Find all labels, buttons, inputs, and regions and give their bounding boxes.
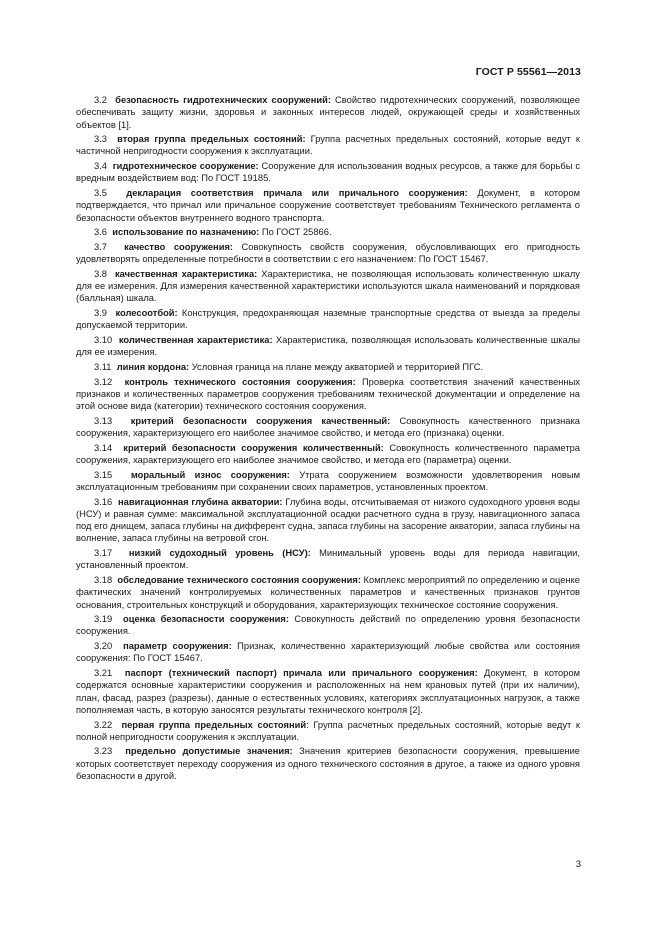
definition-entry bbox=[76, 667, 580, 716]
definition-text: Сооружение для использования водных ресурсов, а также для борьбы с вредным воздействием вод: По ГОСТ 19185. bbox=[76, 161, 581, 184]
definition-number: 3.9 bbox=[94, 308, 107, 319]
definition-text: Совокупность действий по определению уровня безопасности сооружения. bbox=[76, 614, 581, 637]
definition-text: Значения критериев безопасности сооружения, превышение которых соответствует переходу сооружения из одного технического состояния в другое, а также из одного уровня безопасности в другой. bbox=[76, 746, 580, 781]
definition-number: 3.8 bbox=[94, 268, 107, 279]
definition-text: Свойство гидротехнических сооружений, позволяющее обеспечивать защиту жизни, здоровья и законных интересов людей, окружающей среды и хозяйственных объектов [1]. bbox=[76, 95, 580, 130]
definition-entry bbox=[76, 496, 580, 545]
definition-text: Проверка соответствия значений качественных признаков и количественных параметров сооружения требованиям технической документации и определение на этой основе вида (категории) технического состояния сооружения. bbox=[76, 376, 580, 412]
definition-number: 3.2 bbox=[94, 95, 107, 105]
definition-number: 3.6 bbox=[94, 227, 107, 238]
definition-entry bbox=[76, 268, 580, 305]
definition-number: 3.16 bbox=[94, 496, 113, 507]
definition-text: Совокупность количественного параметра сооружения, характеризующего его наиболее значимое свойство, и метода его (параметра) оценки. bbox=[76, 442, 580, 465]
definition-text: Глубина воды, отсчитываемая от низкого судоходного уровня воды (НСУ) и равная сумме: максимальной эксплуатационной осадки расчетного судна в грузу, навигационного запаса под его днищем, запаса глубины на дифферент судна, запаса глубины на засорение акватории, запаса глубины на волнение, запаса глубины на ветровой сгон. bbox=[76, 496, 580, 544]
definition-number: 3.13 bbox=[94, 415, 113, 426]
definition-term: линия кордона: bbox=[116, 361, 190, 372]
definition-term: оценка безопасности сооружения: bbox=[123, 614, 289, 625]
definition-text: Группа расчетных предельных состояний, которые ведут к частичной непригодности сооружения к эксплуатации. bbox=[76, 134, 580, 157]
definition-entry bbox=[76, 442, 580, 467]
definition-text: Утрата сооружением возможности удовлетворения новым эксплуатационным требованиям при сохранении своих параметров, установленных проектом. bbox=[76, 469, 580, 492]
definition-text: По ГОСТ 25866. bbox=[259, 227, 332, 238]
definition-term: моральный износ сооружения: bbox=[130, 469, 290, 480]
definition-term: декларация соответствия причала или причального сооружения: bbox=[126, 188, 468, 199]
definition-entry bbox=[76, 226, 580, 238]
definition-number: 3.12 bbox=[94, 376, 113, 387]
definition-text: Характеристика, позволяющая использовать количественные шкалы для ее измерения. bbox=[76, 335, 580, 358]
definition-entry bbox=[76, 241, 580, 266]
definition-term: параметр сооружения: bbox=[123, 641, 232, 652]
definition-term: колесоотбой: bbox=[115, 308, 178, 319]
definition-number: 3.14 bbox=[94, 442, 113, 453]
definition-term: обследование технического состояния сооружения: bbox=[117, 575, 361, 585]
definition-entry bbox=[76, 307, 580, 332]
definition-text: Условная граница на плане между акваторией и территорией ПГС. bbox=[189, 361, 484, 372]
definition-number: 3.23 bbox=[94, 746, 113, 757]
definition-number: 3.17 bbox=[94, 548, 113, 559]
definition-text: Документ, в котором подтверждается, что причал или причальное сооружение соответствует требованиям Технического регламента о безопасности объектов внутреннего водного транспорта. bbox=[76, 188, 580, 223]
definition-entry bbox=[76, 574, 580, 611]
page-number: 3 bbox=[575, 859, 581, 870]
definition-number: 3.4 bbox=[94, 161, 107, 172]
definition-text: Характеристика, не позволяющая использовать количественную шкалу для ее измерения. Для измерения качественной характеристики используются шкала наименований и порядковая (балльная) шкала. bbox=[76, 268, 580, 304]
definition-entry bbox=[76, 547, 580, 572]
definition-entry bbox=[76, 719, 580, 744]
definition-entry bbox=[76, 361, 580, 373]
definition-entry bbox=[76, 469, 580, 494]
definition-term: критерий безопасности сооружения количественный: bbox=[123, 442, 384, 453]
definition-text: Документ, в котором содержатся основные характеристики сооружения и расположенных на нем крановых путей (при их наличии), план, фасад, разрез (разрезы), данные о естественных условиях, категориях эксплуатационных нагрузок, а также пополняемая часть, в которую заносятся результаты технического контроля [2]. bbox=[76, 668, 581, 715]
definition-term: первая группа предельных состояний bbox=[121, 719, 307, 730]
definition-term: низкий судоходный уровень (НСУ): bbox=[128, 548, 311, 559]
definition-entry bbox=[76, 94, 580, 131]
definitions-list bbox=[76, 94, 580, 785]
definition-term: паспорт (технический паспорт) причала или причального сооружения: bbox=[124, 668, 478, 679]
definition-text: Минимальный уровень воды для периода навигации, установленный проектом. bbox=[76, 548, 580, 571]
definition-number: 3.19 bbox=[94, 614, 113, 625]
definition-number: 3.5 bbox=[94, 188, 107, 199]
definition-entry bbox=[76, 745, 580, 782]
definition-entry bbox=[76, 613, 580, 638]
definition-entry bbox=[76, 187, 580, 224]
definition-number: 3.20 bbox=[94, 641, 113, 652]
definition-term: контроль технического состояния сооружения: bbox=[124, 376, 356, 387]
definition-term: критерий безопасности сооружения качественный: bbox=[130, 415, 391, 426]
definition-term: вторая группа предельных состояний: bbox=[117, 134, 306, 145]
definition-entry bbox=[76, 415, 580, 440]
definition-term: качественная характеристика: bbox=[114, 268, 258, 279]
definition-term: качество сооружения: bbox=[124, 241, 234, 252]
definition-term: безопасность гидротехнических сооружений: bbox=[115, 95, 331, 105]
definition-term: навигационная глубина акватории: bbox=[117, 496, 283, 507]
definition-entry bbox=[76, 640, 580, 665]
definition-number: 3.21 bbox=[94, 668, 113, 679]
definition-entry bbox=[76, 160, 580, 185]
definition-text: Признак, количественно характеризующий любые свойства или состояния сооружения: По ГОСТ 15467. bbox=[76, 641, 580, 664]
definition-entry bbox=[76, 133, 580, 158]
definition-text: : Группа расчетных предельных состояний, которые ведут к полной непригодности сооружения к эксплуатации. bbox=[76, 719, 580, 742]
definition-entry bbox=[76, 334, 580, 359]
definition-number: 3.7 bbox=[94, 241, 107, 252]
definition-number: 3.15 bbox=[94, 469, 113, 480]
document-id-header: ГОСТ Р 55561—2013 bbox=[475, 66, 581, 78]
definition-term: использование по назначению: bbox=[112, 227, 260, 238]
definition-term: предельно допустимые значения: bbox=[125, 746, 293, 757]
definition-text: Комплекс мероприятий по определению и оценке фактических значений контролируемых количественных параметров и качественных признаков грунтов основания, строительных конструкций и оборудования, характеризующих техническое состояние сооружения. bbox=[76, 575, 580, 610]
definition-number: 3.22 bbox=[94, 719, 113, 730]
definition-number: 3.18 bbox=[94, 575, 113, 585]
definition-number: 3.3 bbox=[94, 134, 107, 145]
definition-number: 3.11 bbox=[94, 361, 112, 372]
definition-term: гидротехническое сооружение: bbox=[112, 161, 259, 172]
definition-text: Совокупность качественного признака сооружения, характеризующего его наиболее значимое свойство, и метода его (признака) оценки. bbox=[76, 415, 580, 439]
definition-term: количественная характеристика: bbox=[118, 335, 273, 345]
definition-entry bbox=[76, 376, 580, 413]
definition-text: Совокупность свойств сооружения, обусловливающих его пригодность удовлетворять определенные потребности в соответствии с его назначением: По ГОСТ 15467. bbox=[76, 241, 580, 265]
definition-text: Конструкция, предохраняющая наземные транспортные средства от выезда за пределы допускаемой территории. bbox=[76, 308, 580, 331]
definition-number: 3.10 bbox=[94, 335, 113, 345]
